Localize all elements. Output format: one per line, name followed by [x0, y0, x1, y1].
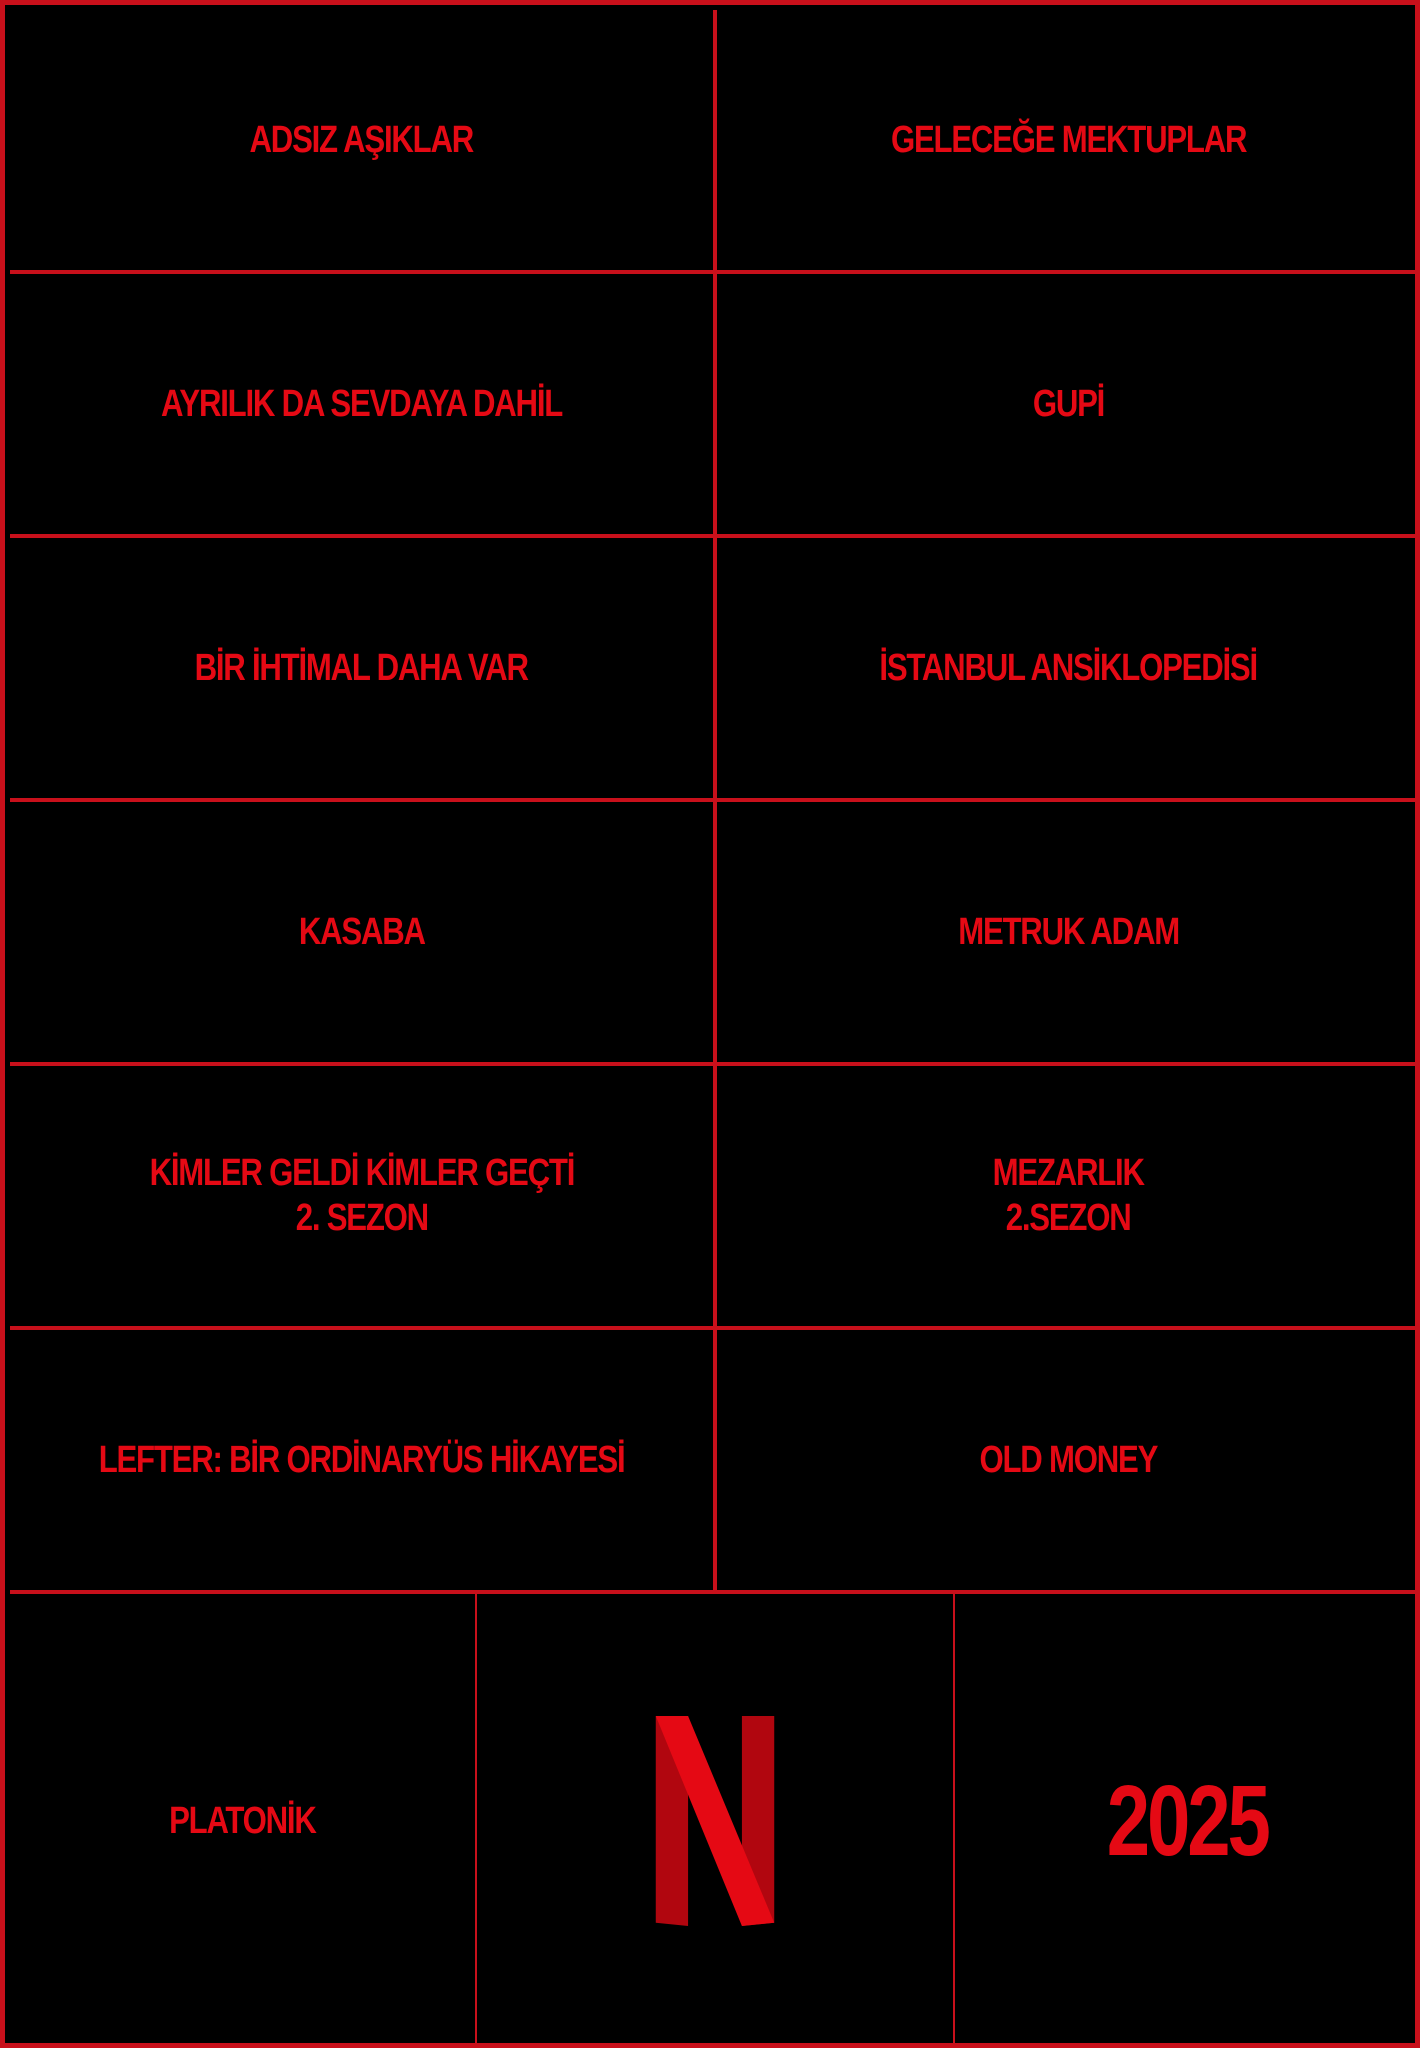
show-title: KASABA	[298, 910, 425, 953]
show-title: OLD MONEY	[979, 1438, 1158, 1481]
title-cell	[715, 1330, 1420, 1594]
show-title: AYRILIK DA SEVDAYA DAHİL	[160, 382, 563, 425]
year-label: 2025	[1106, 1764, 1269, 1877]
title-cell	[715, 274, 1420, 538]
show-title: BİR İHTİMAL DAHA VAR	[194, 646, 529, 689]
logo-cell	[475, 1594, 955, 2048]
bottom-row	[10, 1594, 1420, 2048]
title-cell	[715, 10, 1420, 274]
show-title: LEFTER: BİR ORDİNARYÜS HİKAYESİ	[98, 1438, 625, 1481]
title-cell	[715, 802, 1420, 1066]
show-title: KİMLER GELDİ KİMLER GEÇTİ 2. SEZON	[149, 1152, 574, 1239]
show-title: ADSIZ AŞIKLAR	[249, 118, 474, 161]
show-title: GELECEĞE MEKTUPLAR	[890, 118, 1247, 161]
show-title: İSTANBUL ANSİKLOPEDİSİ	[879, 646, 1258, 689]
show-title: GUPİ	[1032, 382, 1105, 425]
show-title: MEZARLIK 2.SEZON	[992, 1152, 1145, 1239]
title-cell	[715, 538, 1420, 802]
title-cell	[715, 1066, 1420, 1330]
title-cell	[10, 1066, 715, 1330]
title-cell	[10, 1330, 715, 1594]
bottom-left-cell	[10, 1594, 475, 2048]
title-cell	[10, 802, 715, 1066]
show-title: PLATONİK	[169, 1799, 316, 1842]
title-cell	[10, 10, 715, 274]
bottom-right-cell	[955, 1594, 1420, 2048]
title-cell	[10, 538, 715, 802]
netflix-n-logo-icon	[655, 1716, 775, 1926]
show-title: METRUK ADAM	[958, 910, 1179, 953]
title-cell	[10, 274, 715, 538]
titles-grid	[10, 10, 1420, 1594]
